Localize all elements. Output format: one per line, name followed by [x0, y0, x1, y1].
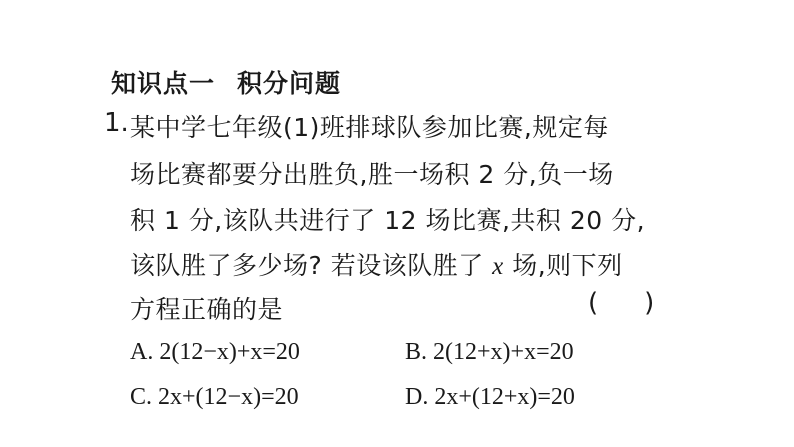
section-heading-part1: 知识点一	[111, 69, 216, 98]
question-line-5: 方程正确的是	[130, 295, 284, 324]
section-heading	[111, 64, 341, 100]
question-line-2: 场比赛都要分出胜负,胜一场积 2 分,负一场	[130, 160, 614, 189]
question-line-4-start: 该队胜了多少场? 若设该队胜了	[130, 251, 493, 280]
variable-x: x	[492, 253, 504, 280]
section-heading-part2: 积分问题	[237, 69, 342, 98]
question-number: 1.	[104, 108, 129, 138]
option-d[interactable]: D. 2x+(12+x)=20	[405, 384, 575, 410]
question-line-3: 积 1 分,该队共进行了 12 场比赛,共积 20 分,	[130, 206, 646, 235]
question-line-4	[130, 246, 623, 282]
option-b[interactable]: B. 2(12+x)+x=20	[405, 339, 574, 365]
question-line-1: 某中学七年级(1)班排球队参加比赛,规定每	[130, 113, 609, 142]
question-line-4-end: 场,则下列	[503, 251, 623, 280]
option-a[interactable]: A. 2(12−x)+x=20	[130, 339, 300, 365]
answer-blank[interactable]	[588, 288, 654, 318]
answer-paren-close: )	[644, 288, 655, 318]
answer-paren-open: (	[588, 288, 599, 318]
option-c[interactable]: C. 2x+(12−x)=20	[130, 384, 299, 410]
